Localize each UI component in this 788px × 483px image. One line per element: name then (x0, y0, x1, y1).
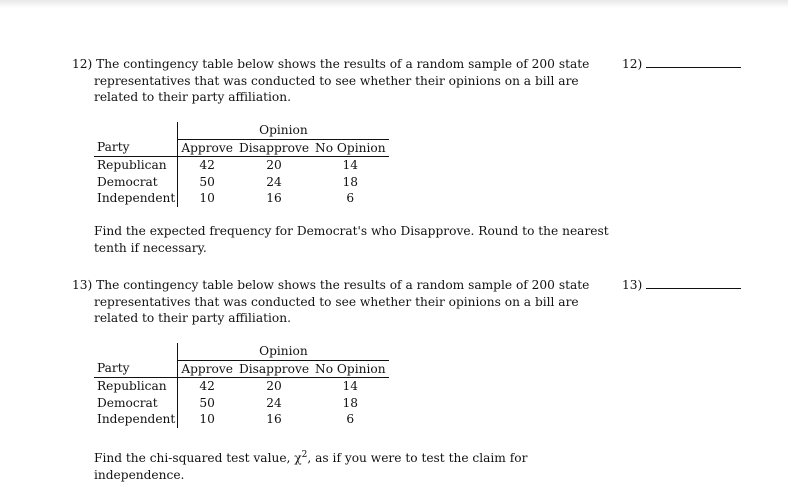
answer-13-label: 13) (622, 278, 643, 292)
problem-12 (72, 56, 612, 106)
problem-12-number: 12) (72, 57, 93, 71)
contingency-table-12 (94, 122, 389, 207)
cell: 18 (342, 174, 359, 189)
col-no-opinion: No Opinion (312, 139, 389, 157)
answer-13-blank[interactable] (646, 277, 741, 289)
chi-squared-exponent: 2 (301, 450, 308, 460)
row-label: Democrat (94, 395, 178, 412)
window-top-edge (0, 0, 788, 8)
cell: 6 (346, 412, 355, 426)
problem-13-stem (72, 277, 612, 327)
col-approve: Approve (178, 360, 236, 378)
cell: 10 (199, 412, 215, 426)
row-label: Democrat (94, 174, 178, 191)
contingency-table-13 (94, 343, 389, 428)
table-row (94, 190, 389, 207)
table-row (94, 174, 389, 191)
col-no-opinion: No Opinion (312, 360, 389, 378)
cell: 42 (199, 158, 215, 172)
cell: 50 (199, 395, 215, 410)
cell: 20 (266, 158, 282, 172)
opinion-header: Opinion (178, 343, 389, 360)
table-row (94, 411, 389, 428)
cell: 20 (266, 379, 282, 393)
question-13-pre: Find the chi-squared test value, χ (94, 451, 302, 466)
party-header: Party (94, 360, 178, 378)
cell: 42 (199, 379, 215, 393)
party-header: Party (94, 139, 178, 157)
cell: 14 (342, 379, 359, 393)
cell: 50 (199, 174, 215, 189)
problem-12-question: Find the expected frequency for Democrat's who Disapprove. Round to the nearest tenth if necessary. (94, 224, 609, 255)
answer-12-blank[interactable] (646, 56, 741, 68)
cell: 18 (342, 395, 359, 410)
table-row (94, 378, 389, 395)
cell: 16 (266, 191, 282, 205)
question-13-post: , as if you were to test the claim for independence. (94, 451, 528, 482)
opinion-header: Opinion (178, 122, 389, 139)
cell: 6 (346, 191, 355, 205)
problem-12-stem-text: The contingency table below shows the results of a random sample of 200 state representatives that was conducted to see whether their opinions on a bill are related to their party affiliation. (94, 57, 590, 104)
col-disapprove: Disapprove (236, 360, 312, 378)
row-label: Republican (94, 157, 178, 174)
answer-12-label: 12) (622, 57, 643, 71)
problem-13-number: 13) (72, 278, 93, 292)
problem-13 (72, 277, 612, 327)
answer-13 (622, 277, 741, 292)
cell: 10 (199, 191, 215, 205)
answer-12 (622, 56, 741, 71)
row-label: Republican (94, 378, 178, 395)
row-label: Independent (94, 190, 178, 207)
table-row (94, 395, 389, 412)
cell: 16 (266, 412, 282, 426)
cell: 14 (342, 158, 359, 172)
row-label: Independent (94, 411, 178, 428)
table-row (94, 157, 389, 174)
col-disapprove: Disapprove (236, 139, 312, 157)
problem-12-stem (72, 56, 612, 106)
col-approve: Approve (178, 139, 236, 157)
cell: 24 (266, 395, 282, 410)
problem-13-stem-text: The contingency table below shows the results of a random sample of 200 state representatives that was conducted to see whether their opinions on a bill are related to their party affiliation. (94, 278, 590, 325)
cell: 24 (266, 174, 282, 189)
